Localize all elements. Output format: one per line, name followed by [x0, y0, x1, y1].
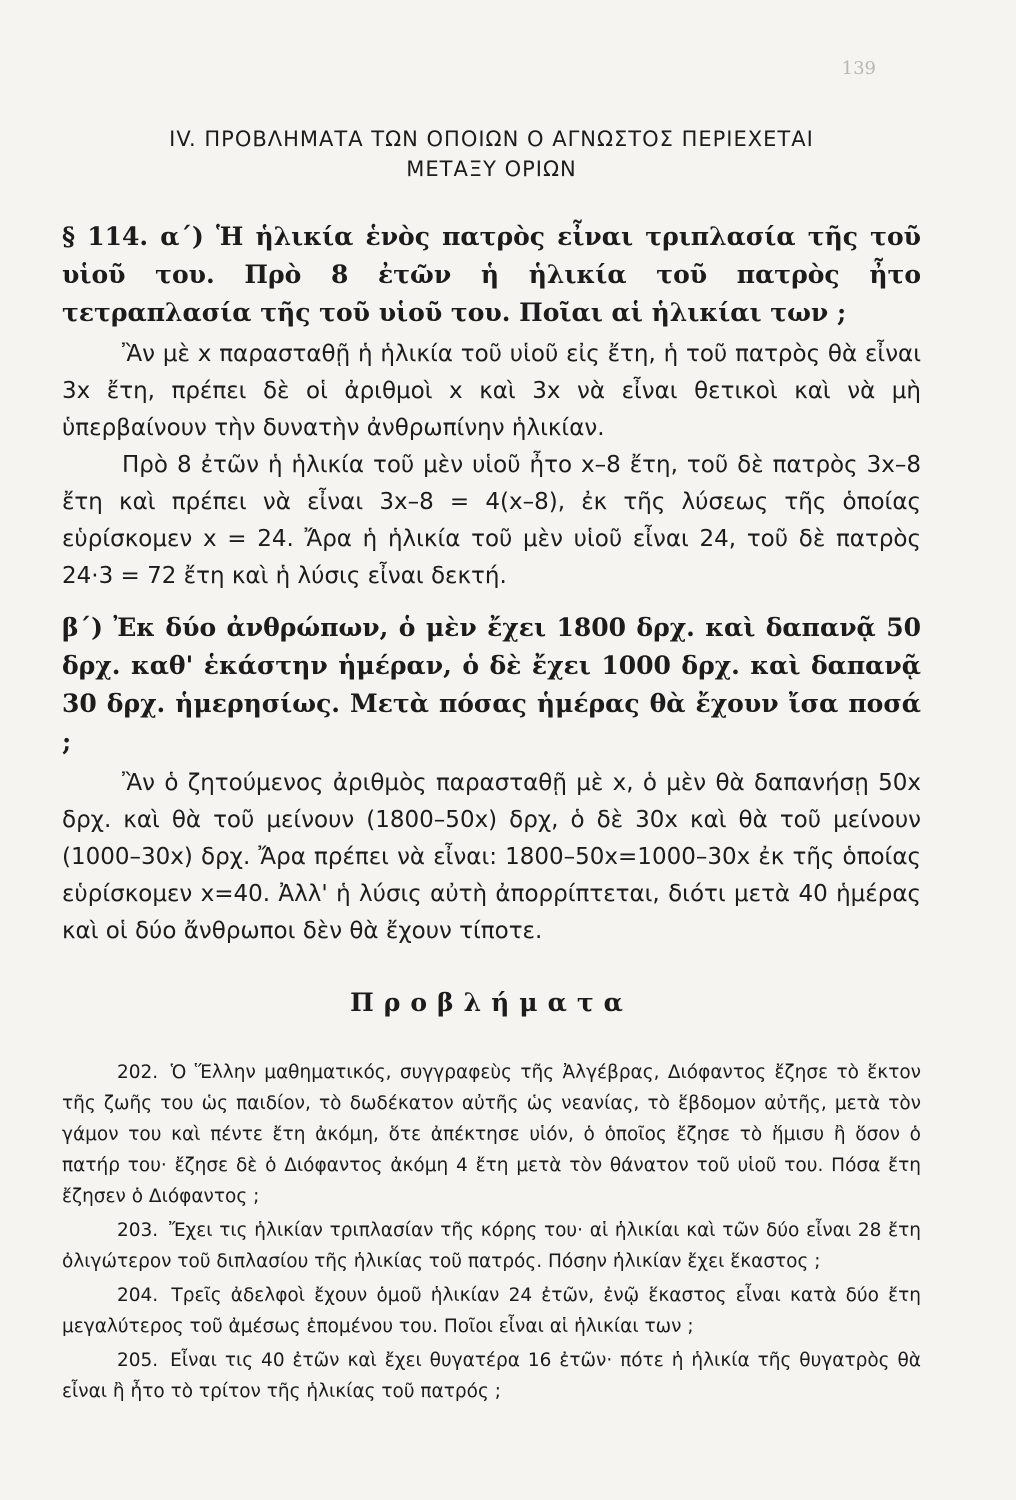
example-a-statement: § 114. α΄) Ἡ ἡλικία ἑνὸς πατρὸς εἶναι τριπλασία τῆς τοῦ υἱοῦ του. Πρὸ 8 ἐτῶν ἡ ἡλικία τοῦ πατρὸς ἦτο τετραπλασία τῆς τοῦ υἱοῦ του. Ποῖαι αἱ ἡλικίαι των ; [62, 222, 921, 327]
problem-number: 202. [117, 1062, 159, 1083]
section-heading-line-2: ΜΕΤΑΞΥ ΟΡΙΩΝ [406, 157, 577, 181]
problems-heading: Προβλήματα [350, 988, 633, 1017]
problem-text: Ὁ Ἕλλην μαθηματικός, συγγραφεὺς τῆς Ἀλγέβρας, Διόφαντος ἔζησε τὸ ἕκτον τῆς ζωῆς του ὡς παιδίον, τὸ δωδέκατον αὐτῆς ὡς νεανίας, τὸ ἕβδομον αὐτῆς, μετὰ τὸν γάμον του καὶ πέντε ἔτη ἀκόμη, ὅτε ἀπέκτησε υἱόν, ὁ ὁποῖος ἔζησε τὸ ἥμισυ ἢ ὅσον ὁ πατήρ του· ἔζησε δὲ ὁ Διόφαντος ἀκόμη 4 ἔτη μετὰ τὸν θάνατον τοῦ υἱοῦ του. Πόσα ἔτη ἔζησεν ὁ Διόφαντος ; [62, 1062, 922, 1207]
example-b-solution-paragraph: Ἂν ὁ ζητούμενος ἀριθμὸς παρασταθῇ μὲ x, ὁ μὲν θὰ δαπανήσῃ 50x δρχ. καὶ θὰ τοῦ μείνουν (1800–50x) δρχ, ὁ δὲ 30x καὶ θὰ τοῦ μείνουν (1000–30x) δρχ. Ἄρα πρέπει νὰ εἶναι: 1800–50x=1000–30x ἐκ τῆς ὁποίας εὑρίσκομεν x=40. Ἀλλ' ἡ λύσις αὐτὴ ἀπορρίπτεται, διότι μετὰ 40 ἡμέρας καὶ οἱ δύο ἄνθρωποι δὲν θὰ ἔχουν τίποτε. [62, 770, 921, 944]
problem-number: 205. [117, 1350, 159, 1371]
problem-text: Εἶναι τις 40 ἐτῶν καὶ ἔχει θυγατέρα 16 ἐτῶν· πότε ἡ ἡλικία τῆς θυγατρὸς θὰ εἶναι ἢ ἦτο τὸ τρίτον τῆς ἡλικίας τοῦ πατρός ; [62, 1350, 921, 1402]
problem-item [62, 1057, 921, 1212]
problem-number: 204. [117, 1285, 159, 1306]
problem-item [62, 1280, 921, 1342]
problem-number: 203. [117, 1220, 159, 1241]
problem-text: Ἔχει τις ἡλικίαν τριπλασίαν τῆς κόρης του· αἱ ἡλικίαι καὶ τῶν δύο εἶναι 28 ἔτη ὀλιγώτερον τοῦ διπλασίου τῆς ἡλικίας τοῦ πατρός. Πόσην ἡλικίαν ἔχει ἕκαστος ; [62, 1220, 921, 1272]
section-heading-line-1: IV. ΠΡΟΒΛΗΜΑΤΑ ΤΩΝ ΟΠΟΙΩΝ Ο ΑΓΝΩΣΤΟΣ ΠΕΡΙΕΧΕΤΑΙ [169, 127, 814, 151]
example-b-statement: β΄) Ἐκ δύο ἀνθρώπων, ὁ μὲν ἔχει 1800 δρχ. καὶ δαπανᾷ 50 δρχ. καθ' ἑκάστην ἡμέραν, ὁ δὲ ἔχει 1000 δρχ. καὶ δαπανᾷ 30 δρχ. ἡμερησίως. Μετὰ πόσας ἡμέρας θὰ ἔχουν ἴσα ποσά ; [62, 613, 921, 756]
example-a-solution-paragraph-2: Πρὸ 8 ἐτῶν ἡ ἡλικία τοῦ μὲν υἱοῦ ἦτο x–8 ἔτη, τοῦ δὲ πατρὸς 3x–8 ἔτη καὶ πρέπει νὰ εἶναι 3x–8 = 4(x–8), ἐκ τῆς λύσεως τῆς ὁποίας εὑρίσκομεν x = 24. Ἄρα ἡ ἡλικία τοῦ μὲν υἱοῦ εἶναι 24, τοῦ δὲ πατρὸς 24·3 = 72 ἔτη καὶ ἡ λύσις εἶναι δεκτή. [62, 452, 921, 589]
example-a-solution-paragraph-1: Ἂν μὲ x παρασταθῇ ἡ ἡλικία τοῦ υἱοῦ εἰς ἔτη, ἡ τοῦ πατρὸς θὰ εἶναι 3x ἔτη, πρέπει δὲ οἱ ἀριθμοὶ x καὶ 3x νὰ εἶναι θετικοὶ καὶ νὰ μὴ ὑπερβαίνουν τὴν δυνατὴν ἀνθρωπίνην ἡλικίαν. [62, 341, 921, 441]
problem-item [62, 1215, 921, 1277]
problem-list [62, 1057, 921, 1407]
section-heading [62, 124, 921, 184]
problem-item [62, 1345, 921, 1407]
page-number: 139 [841, 58, 876, 79]
problem-text: Τρεῖς ἀδελφοὶ ἔχουν ὁμοῦ ἡλικίαν 24 ἐτῶν, ἐνῷ ἕκαστος εἶναι κατὰ δύο ἔτη μεγαλύτερος τοῦ ἀμέσως ἑπομένου του. Ποῖοι εἶναι αἱ ἡλικίαι των ; [62, 1285, 921, 1337]
